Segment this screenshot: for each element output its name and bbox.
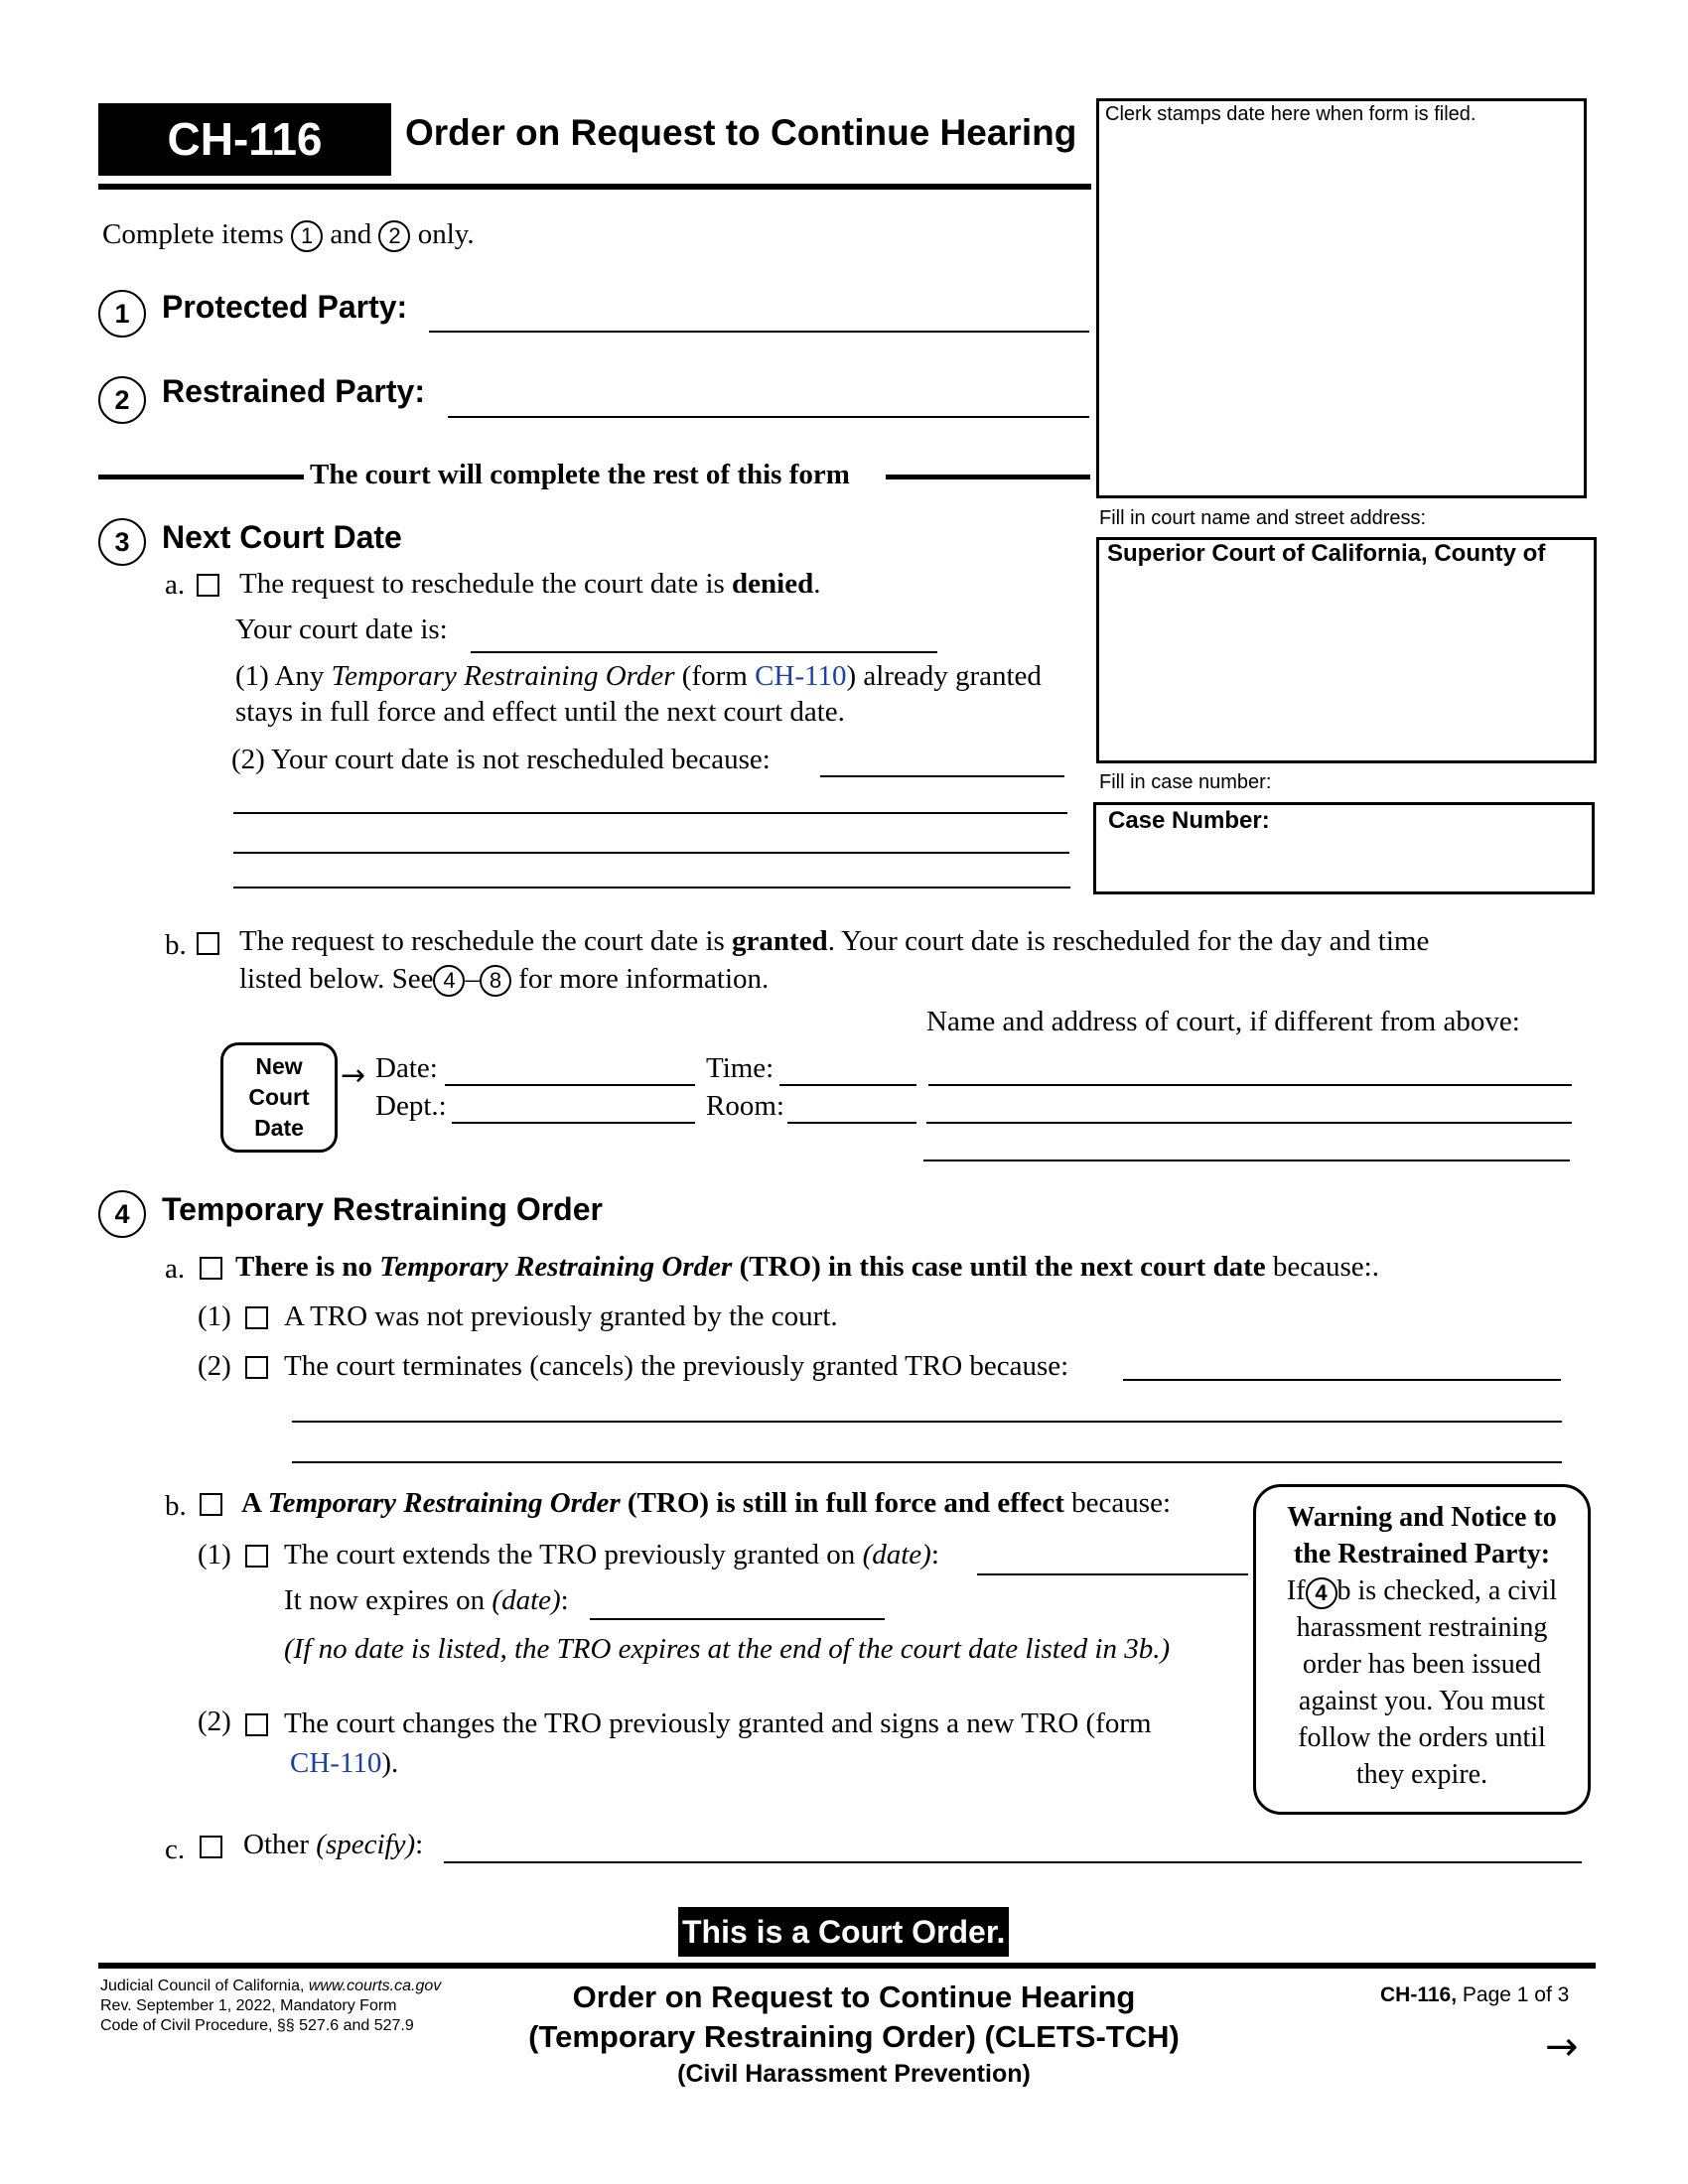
item4-a-text: There is no Temporary Restraining Order (TRO) in this case until the next court date because:.	[235, 1251, 1379, 1283]
warning-line-3: order has been issued	[1302, 1649, 1542, 1680]
court-order-banner: This is a Court Order.	[678, 1907, 1009, 1957]
your-court-date-field[interactable]	[471, 651, 937, 653]
item3-b-line2: listed below. See 4 – 8 for more information.	[239, 959, 769, 999]
new-time-field[interactable]	[779, 1084, 916, 1086]
item-ref-4b: 4	[1306, 1577, 1337, 1609]
item4-b2-num: (2)	[198, 1706, 231, 1737]
warning-notice-box	[1253, 1484, 1591, 1815]
terminate-reason-field-3[interactable]	[292, 1461, 1562, 1463]
warning-line-2: harassment restraining	[1296, 1612, 1548, 1643]
court-address-line-2[interactable]	[926, 1122, 1572, 1124]
temporary-restraining-order-title: Temporary Restraining Order	[162, 1191, 603, 1227]
item4-a1-text: A TRO was not previously granted by the court.	[284, 1300, 838, 1332]
court-address-label: Fill in court name and street address:	[1099, 507, 1427, 529]
terminate-reason-field-2[interactable]	[292, 1421, 1562, 1423]
new-court-date-badge: New Court Date	[220, 1042, 338, 1153]
court-address-value: Superior Court of California, County of	[1107, 540, 1546, 567]
footer-title-3: (Civil Harassment Prevention)	[677, 2060, 1031, 2088]
protected-party-field[interactable]	[429, 331, 1089, 333]
footer-code: Code of Civil Procedure, §§ 527.6 and 527.9	[100, 2017, 414, 2034]
ch110-link[interactable]: CH-110	[755, 660, 847, 692]
item4-b1-num: (1)	[198, 1539, 231, 1570]
warning-title-2: the Restrained Party:	[1293, 1539, 1551, 1570]
item3-a1-text: (1) Any Temporary Restraining Order (form CH-110) already granted	[235, 660, 1042, 692]
item4-c-checkbox[interactable]	[200, 1836, 222, 1858]
item4-b2-text: The court changes the TRO previously granted and signs a new TRO (form	[284, 1707, 1152, 1739]
new-time-label: Time:	[706, 1052, 774, 1084]
warning-title-1: Warning and Notice to	[1287, 1502, 1557, 1533]
new-dept-label: Dept.:	[375, 1090, 447, 1122]
tro-extended-date-field[interactable]	[977, 1573, 1248, 1575]
item3-a2-text: (2) Your court date is not rescheduled because:	[231, 744, 771, 775]
item-number-3: 3	[98, 518, 146, 566]
court-address-box[interactable]	[1096, 537, 1597, 763]
new-room-label: Room:	[706, 1090, 784, 1122]
not-rescheduled-reason-field-2[interactable]	[233, 812, 1067, 814]
item-number-2: 2	[98, 376, 146, 424]
item4-a-checkbox[interactable]	[200, 1257, 222, 1280]
item4-b1-checkbox[interactable]	[245, 1545, 268, 1568]
item4-b1-text: The court extends the TRO previously granted on (date):	[284, 1539, 939, 1570]
tro-expires-date-field[interactable]	[590, 1618, 885, 1620]
item-ref-2: 2	[378, 220, 410, 252]
court-address-line-1[interactable]	[928, 1084, 1572, 1086]
item3-b-checkbox[interactable]	[197, 932, 219, 955]
item-ref-8: 8	[480, 965, 511, 997]
court-name-address-label: Name and address of court, if different from above:	[926, 1006, 1520, 1037]
case-number-value: Case Number:	[1108, 807, 1270, 834]
warning-line-6: they expire.	[1355, 1759, 1488, 1790]
item-number-1: 1	[98, 290, 146, 338]
footer-page-info: CH-116, Page 1 of 3	[1380, 1983, 1570, 2006]
item3-a-letter: a.	[165, 569, 186, 601]
your-court-date-label: Your court date is:	[235, 614, 448, 645]
item3-a-text: The request to reschedule the court date is denied.	[239, 568, 821, 600]
protected-party-label: Protected Party:	[162, 289, 408, 325]
item4-b1-note: (If no date is listed, the TRO expires at the end of the court date listed in 3b.)	[284, 1633, 1171, 1665]
footer-left	[100, 1977, 441, 2036]
item4-c-letter: c.	[165, 1834, 186, 1865]
other-specify-field[interactable]	[444, 1861, 1582, 1863]
new-date-label: Date:	[375, 1052, 438, 1084]
clerk-stamp-box	[1096, 98, 1587, 498]
footer-title-2: (Temporary Restraining Order) (CLETS-TCH)	[528, 2019, 1180, 2054]
item4-a2-num: (2)	[198, 1350, 231, 1382]
clerk-stamp-label: Clerk stamps date here when form is filed.	[1105, 103, 1477, 125]
new-room-field[interactable]	[787, 1122, 916, 1124]
item-number-4: 4	[98, 1190, 146, 1238]
terminate-reason-field-1[interactable]	[1123, 1379, 1561, 1381]
item4-b2-line2: CH-110).	[290, 1747, 399, 1779]
item-ref-4: 4	[433, 965, 465, 997]
restrained-party-label: Restrained Party:	[162, 373, 425, 409]
case-number-box[interactable]	[1093, 802, 1595, 894]
next-page-arrow-icon[interactable]: →	[1545, 2024, 1579, 2070]
footer-center	[417, 1978, 1291, 2091]
form-title: Order on Request to Continue Hearing	[405, 112, 1077, 153]
restrained-party-field[interactable]	[448, 416, 1089, 418]
court-address-line-3[interactable]	[923, 1160, 1570, 1161]
footer-publisher: Judicial Council of California, www.courts.ca.gov	[100, 1978, 442, 1994]
warning-line-4: against you. You must	[1298, 1686, 1546, 1716]
form-id-block	[98, 103, 391, 176]
item4-b-text: A Temporary Restraining Order (TRO) is still in full force and effect because:	[241, 1487, 1172, 1519]
item4-a1-checkbox[interactable]	[245, 1306, 268, 1329]
form-id: CH-116	[167, 113, 323, 165]
arrow-right-icon: →	[341, 1058, 366, 1093]
footer-revision: Rev. September 1, 2022, Mandatory Form	[100, 1997, 397, 2014]
not-rescheduled-reason-field-4[interactable]	[233, 887, 1070, 888]
item4-b-checkbox[interactable]	[200, 1493, 222, 1516]
not-rescheduled-reason-field-1[interactable]	[820, 775, 1064, 777]
item4-a2-checkbox[interactable]	[245, 1356, 268, 1379]
item4-a-letter: a.	[165, 1253, 186, 1285]
warning-line-5: follow the orders until	[1298, 1722, 1546, 1753]
footer-title-1: Order on Request to Continue Hearing	[572, 1979, 1136, 2014]
item4-b-letter: b.	[165, 1490, 187, 1522]
court-divider-left	[98, 475, 304, 479]
new-dept-field[interactable]	[452, 1122, 695, 1124]
item3-b-text: The request to reschedule the court date is granted. Your court date is rescheduled for the day and time	[239, 925, 1430, 957]
ch110-link-2[interactable]: CH-110	[290, 1747, 382, 1779]
case-number-label: Fill in case number:	[1099, 771, 1272, 793]
item4-c-text: Other (specify):	[243, 1829, 424, 1860]
item-ref-1: 1	[291, 220, 323, 252]
item4-b2-checkbox[interactable]	[245, 1713, 268, 1736]
item4-a1-num: (1)	[198, 1300, 231, 1332]
court-divider-right	[886, 475, 1090, 479]
item4-a2-text: The court terminates (cancels) the previously granted TRO because:	[284, 1350, 1069, 1382]
item3-a1-line2: stays in full force and effect until the next court date.	[235, 696, 845, 728]
not-rescheduled-reason-field-3[interactable]	[233, 852, 1069, 854]
item4-b1-line2: It now expires on (date):	[284, 1584, 569, 1616]
intro-text: Complete items 1 and 2 only.	[102, 214, 475, 254]
warning-line-1: If 4 b is checked, a civil	[1256, 1572, 1588, 1609]
footer-rule	[98, 1963, 1596, 1969]
next-court-date-title: Next Court Date	[162, 519, 402, 555]
court-divider-text: The court will complete the rest of this form	[310, 459, 850, 490]
item3-b-letter: b.	[165, 929, 187, 961]
courts-website-link[interactable]: www.courts.ca.gov	[308, 1978, 442, 1994]
header-rule	[98, 184, 1091, 190]
new-date-field[interactable]	[445, 1084, 695, 1086]
item3-a-checkbox[interactable]	[197, 574, 219, 597]
